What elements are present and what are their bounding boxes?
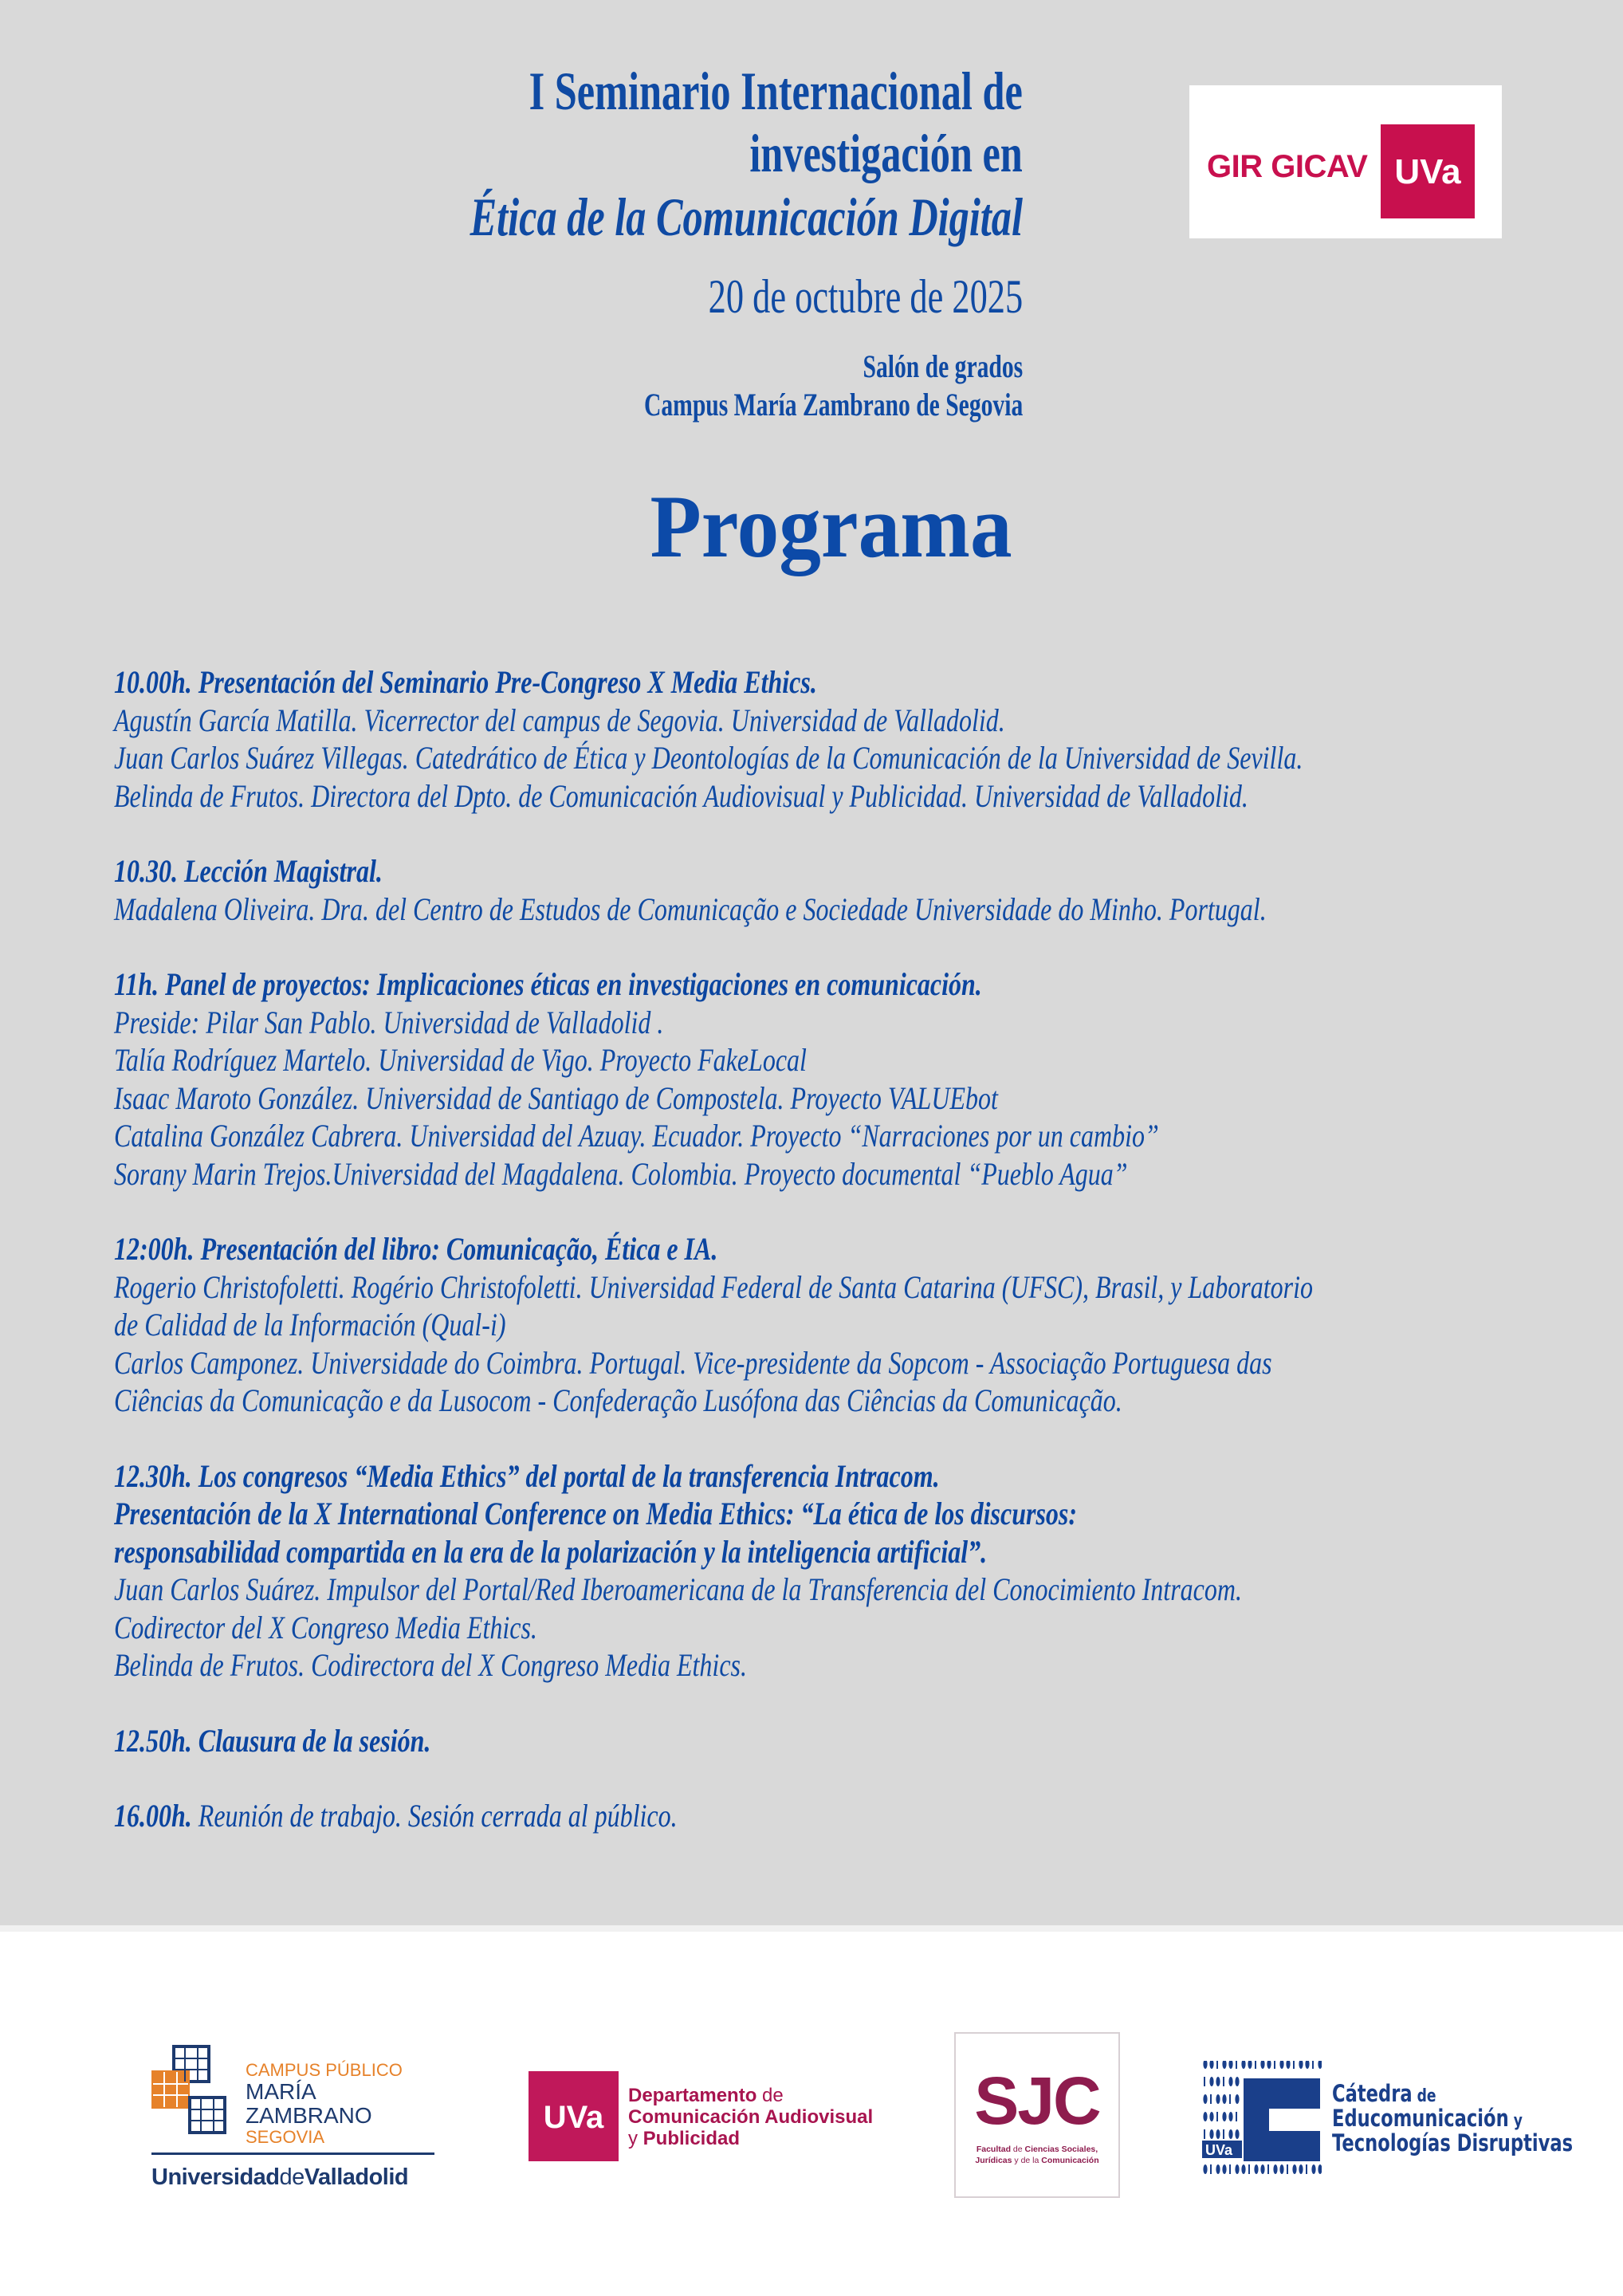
pattern-dot	[1274, 2061, 1275, 2069]
pattern-dot	[1228, 2112, 1232, 2121]
program-list	[114, 663, 1613, 1873]
program-time: 11h.	[114, 966, 159, 1002]
pattern-dot	[1203, 2061, 1207, 2069]
pattern-dot	[1222, 2061, 1226, 2069]
pattern-dot	[1267, 2061, 1271, 2069]
pattern-dot	[1235, 2077, 1239, 2086]
pattern-dot	[1241, 2061, 1245, 2069]
pattern-dot	[1235, 2164, 1239, 2174]
sjc-acronym: SJC	[974, 2063, 1100, 2138]
program-item-heading	[114, 1230, 1613, 1268]
pattern-dot	[1273, 2164, 1277, 2174]
pattern-dot	[1216, 2164, 1220, 2174]
pattern-dot	[1229, 2094, 1231, 2104]
pattern-dot	[1209, 2077, 1213, 2086]
pattern-dot	[1204, 2077, 1205, 2086]
program-title: Presentación del libro: Comunicação, Ética e IA.	[200, 1231, 718, 1267]
pattern-dot	[1255, 2061, 1256, 2069]
pattern-dot	[1260, 2164, 1264, 2174]
program-speaker-line: Ciências da Comunicação e da Lusocom - Confederação Lusófona das Ciências da Comunicação.	[114, 1382, 1122, 1418]
gir-gicav-text: GIR GICAV	[1207, 149, 1368, 184]
program-time: 10.30.	[114, 853, 178, 889]
pattern-dot	[1236, 2061, 1237, 2069]
program-title: Lección Magistral.	[184, 853, 383, 889]
seminar-title-line-2: investigación en	[749, 123, 1023, 183]
program-speaker-line: Catalina González Cabrera. Universidad del Azuay. Ecuador. Proyecto “Narraciones por un cambio”	[114, 1118, 1159, 1154]
campus-maria-zambrano-logo	[151, 2045, 438, 2196]
program-speaker-line: Madalena Oliveira. Dra. del Centro de Estudos de Comunicação e Sociedade Universidade do Minho. Portugal.	[114, 890, 1267, 927]
program-item	[114, 1457, 1613, 1685]
pattern-dot	[1210, 2094, 1212, 2104]
pattern-dot	[1228, 2061, 1232, 2069]
program-item	[114, 852, 1613, 928]
program-item	[114, 965, 1613, 1193]
program-item	[114, 1722, 1613, 1760]
program-speaker-line: Preside: Pilar San Pablo. Universidad de Valladolid .	[114, 1004, 664, 1040]
catedra-e-icon	[1202, 2061, 1322, 2180]
pattern-dot	[1223, 2077, 1224, 2086]
pattern-dot	[1260, 2061, 1264, 2069]
pattern-dot	[1235, 2129, 1239, 2139]
program-time: 10.00h.	[114, 664, 192, 700]
seminar-title-line-3: Ética de la Comunicación Digital	[470, 187, 1023, 247]
pattern-dot	[1222, 2164, 1226, 2174]
pattern-dot	[1312, 2061, 1314, 2069]
sjc-faculty-logo	[954, 2032, 1120, 2198]
pattern-dot	[1279, 2061, 1283, 2069]
pattern-dot	[1216, 2061, 1218, 2069]
pattern-dot	[1204, 2129, 1205, 2139]
program-description: Reunión de trabajo. Sesión cerrada al público.	[198, 1798, 678, 1834]
pattern-dot	[1228, 2077, 1232, 2086]
pattern-dot	[1203, 2164, 1207, 2174]
svg-text:UVa: UVa	[1205, 2142, 1233, 2158]
sjc-faculty-name: Facultad de Ciencias Sociales, Jurídicas y de la Comunicación	[975, 2145, 1099, 2166]
gir-gicav-logo	[1189, 85, 1502, 238]
venue-campus: Campus María Zambrano de Segovia	[643, 387, 1023, 423]
pattern-dot	[1216, 2094, 1220, 2104]
event-date: 20 de octubre de 2025	[708, 270, 1023, 323]
program-title: Clausura de la sesión.	[198, 1722, 431, 1759]
pattern-dot	[1318, 2061, 1322, 2069]
program-item	[114, 663, 1613, 815]
pattern-dot	[1222, 2094, 1226, 2104]
uva-badge: UVa	[1381, 124, 1475, 218]
pattern-dot	[1209, 2061, 1213, 2069]
campus-name: CAMPUS PÚBLICO MARÍA ZAMBRANO SEGOVIA	[246, 2060, 403, 2148]
program-item-heading	[114, 965, 1613, 1004]
program-title: Panel de proyectos: Implicaciones éticas en investigaciones en comunicación.	[165, 966, 982, 1002]
pattern-dot	[1299, 2061, 1303, 2069]
pattern-dot	[1216, 2129, 1220, 2139]
pattern-dot	[1254, 2164, 1258, 2174]
program-speaker-line: Belinda de Frutos. Codirectora del X Congreso Media Ethics.	[114, 1647, 747, 1683]
pattern-dot	[1286, 2061, 1290, 2069]
program-item	[114, 1797, 1613, 1835]
pattern-dot	[1311, 2164, 1315, 2174]
program-time: 16.00h.	[114, 1798, 192, 1834]
program-item-heading	[114, 663, 1613, 702]
department-name: Departamento de Comunicación Audiovisual y Publicidad	[628, 2085, 874, 2149]
program-speaker-line: Sorany Marin Trejos.Universidad del Magdalena. Colombia. Proyecto documental “Pueblo Agua”	[114, 1155, 1128, 1192]
pattern-dot	[1235, 2094, 1239, 2104]
program-time: 12.30h.	[114, 1457, 192, 1494]
pattern-dot	[1293, 2061, 1295, 2069]
program-item-heading	[114, 1797, 1613, 1835]
program-speaker-line: Codirector del X Congreso Media Ethics.	[114, 1609, 537, 1645]
pattern-dot	[1267, 2164, 1269, 2174]
universidad-de-valladolid-wordmark: UniversidaddeValladolid	[151, 2164, 409, 2190]
pattern-dot	[1299, 2164, 1303, 2174]
pattern-dot	[1292, 2164, 1296, 2174]
pattern-dot	[1241, 2164, 1245, 2174]
pattern-dot	[1210, 2164, 1212, 2174]
program-heading: Programa	[650, 478, 1013, 576]
pattern-dot	[1203, 2094, 1207, 2104]
pattern-dot	[1318, 2164, 1322, 2174]
program-speaker-line: Juan Carlos Suárez Villegas. Catedrático de Ética y Deontologías de la Comunicación de la Universidad de Sevilla.	[114, 740, 1303, 776]
pattern-dot	[1223, 2129, 1224, 2139]
program-title-continuation: Presentación de la X International Conference on Media Ethics: “La ética de los discursos:	[114, 1496, 1078, 1531]
program-speaker-line: Juan Carlos Suárez. Impulsor del Portal/Red Iberoamericana de la Transferencia del Conocimiento Intracom.	[114, 1571, 1242, 1607]
program-title: Los congresos “Media Ethics” del portal de la transferencia Intracom.	[198, 1457, 940, 1494]
pattern-dot	[1236, 2112, 1237, 2121]
program-speaker-line: Rogerio Christofoletti. Rogério Christofoletti. Universidad Federal de Santa Catarina (UFSC), Brasil, y Laboratorio	[114, 1268, 1313, 1305]
pattern-dot	[1248, 2164, 1250, 2174]
pattern-dot	[1203, 2112, 1207, 2121]
department-logo	[529, 2071, 879, 2167]
pattern-dot	[1306, 2164, 1307, 2174]
divider	[151, 2152, 434, 2155]
program-item-heading	[114, 1722, 1613, 1760]
catedra-name: Cátedra de Educomunicación y Tecnologías Disruptivas	[1332, 2080, 1574, 2156]
pattern-dot	[1279, 2164, 1283, 2174]
program-item-heading	[114, 852, 1613, 890]
pattern-dot	[1216, 2112, 1218, 2121]
program-title-continuation: responsabilidad compartida en la era de la polarización y la inteligencia artificial”.	[114, 1533, 988, 1570]
program-speaker-line: de Calidad de la Información (Qual-i)	[114, 1307, 506, 1343]
pattern-dot	[1248, 2061, 1252, 2069]
venue-room: Salón de grados	[863, 348, 1023, 384]
program-speaker-line: Agustín García Matilla. Vicerrector del campus de Segovia. Universidad de Valladolid.	[114, 702, 1005, 738]
pattern-dot	[1209, 2129, 1213, 2139]
panel-edge	[0, 1925, 1623, 1932]
pattern-dot	[1229, 2164, 1231, 2174]
program-speaker-line: Talía Rodríguez Martelo. Universidad de Vigo. Proyecto FakeLocal	[114, 1042, 807, 1078]
pattern-dot	[1222, 2112, 1226, 2121]
program-time: 12:00h.	[114, 1231, 195, 1267]
program-speaker-line: Isaac Maroto González. Universidad de Santiago de Compostela. Proyecto VALUEbot	[114, 1079, 998, 1116]
program-speaker-line: Carlos Camponez. Universidade do Coimbra. Portugal. Vice-presidente da Sopcom - Associação Portuguesa das	[114, 1344, 1272, 1381]
seminar-title-line-1: I Seminario Internacional de	[529, 61, 1023, 121]
pattern-dot	[1305, 2061, 1309, 2069]
program-title: Presentación del Seminario Pre-Congreso X Media Ethics.	[198, 664, 817, 700]
pattern-dot	[1287, 2164, 1288, 2174]
program-item-heading	[114, 1457, 1613, 1496]
pattern-dot	[1216, 2077, 1220, 2086]
pattern-dot	[1209, 2112, 1213, 2121]
program-speaker-line: Belinda de Frutos. Directora del Dpto. de Comunicación Audiovisual y Publicidad. Universidad de Valladolid.	[114, 777, 1248, 814]
program-item	[114, 1230, 1613, 1420]
campus-windows-icon	[151, 2045, 231, 2141]
uva-badge: UVa	[529, 2071, 619, 2161]
program-time: 12.50h.	[114, 1722, 192, 1759]
catedra-educomunicacion-logo	[1202, 2061, 1574, 2180]
pattern-dot	[1228, 2129, 1232, 2139]
